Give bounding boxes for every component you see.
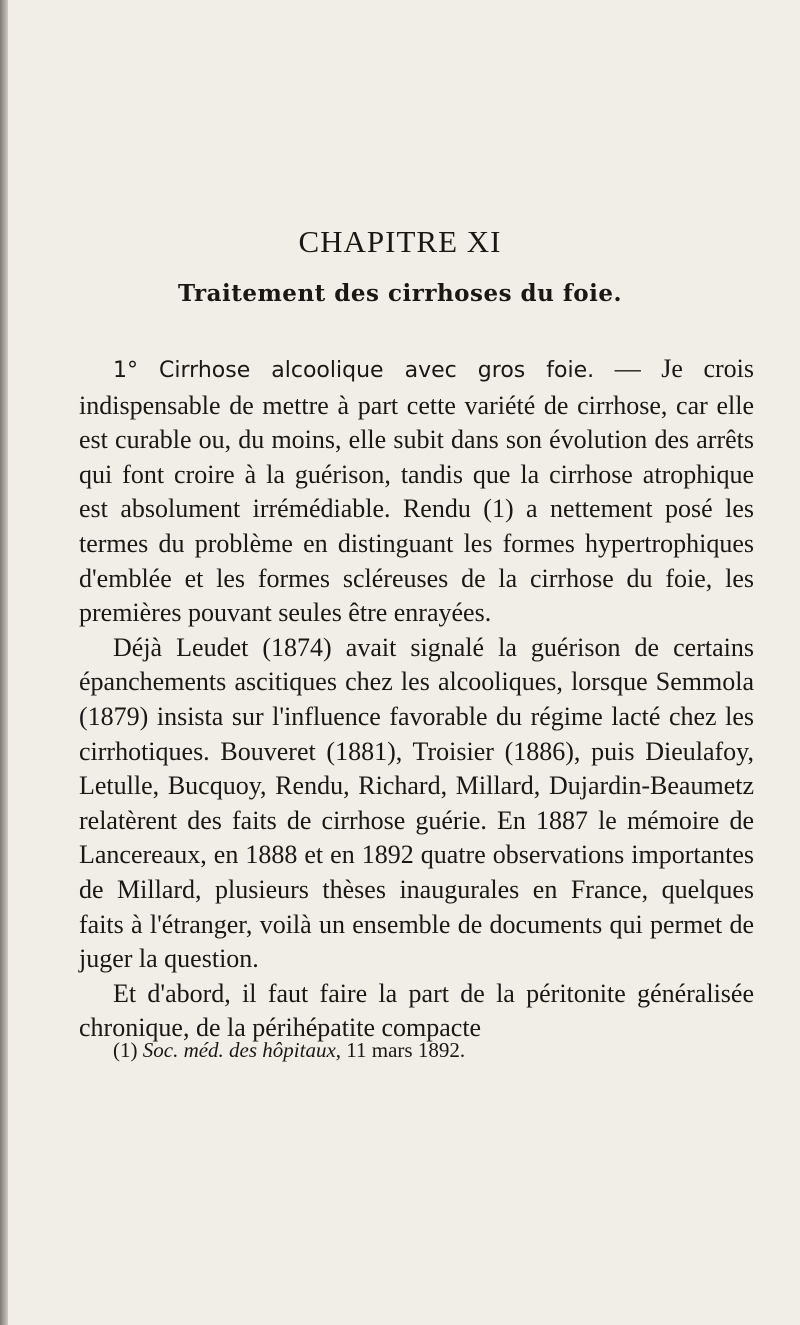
footnote-date: , 11 mars 1892. bbox=[335, 1038, 466, 1062]
paragraph-3: Et d'abord, il faut faire la part de la péritonite généralisée chronique, de la périhépatite compacte bbox=[79, 978, 754, 1043]
paragraph-1-lead: 1° Cirrhose alcoolique avec gros foie. bbox=[113, 358, 595, 383]
paragraph-1-text: — Je crois indispensable de mettre à part cette variété de cirrhose, car elle est curable ou, du moins, elle subit dans son évolution des arrêts qui font croire à la guérison, tandis que la cirrhose atrophique est absolument irrémédiable. Rendu (1) a nettement posé les termes du problème en distinguant les formes hypertrophiques d'emblée et les formes scléreuses de la cirrhose du foie, les premières pouvant seules être enrayées. bbox=[79, 354, 755, 628]
chapter-heading: CHAPITRE XI bbox=[298, 224, 502, 259]
paragraph-1 bbox=[79, 352, 754, 631]
book-page bbox=[40, 0, 760, 1325]
paragraph-2: Déjà Leudet (1874) avait signalé la guérison de certains épanchements ascitiques chez les alcooliques, lorsque Semmola (1879) insista sur l'influence favorable du régime lacté chez les cirrhotiques. Bouveret (1881), Troisier (1886), puis Dieulafoy, Letulle, Bucquoy, Rendu, Richard, Millard, Dujardin-Beaumetz relatèrent des faits de cirrhose guérie. En 1887 le mémoire de Lancereaux, en 1888 et en 1892 quatre observations importantes de Millard, plusieurs thèses inaugurales en France, quelques faits à l'étranger, voilà un ensemble de documents qui permet de juger la question. bbox=[79, 632, 754, 974]
footnote-marker: (1) bbox=[113, 1038, 143, 1062]
footnote-source: Soc. méd. des hôpitaux bbox=[142, 1038, 336, 1062]
page-edge bbox=[0, 0, 8, 1325]
footnote bbox=[113, 1038, 753, 1063]
chapter-subtitle: Traitement des cirrhoses du foie. bbox=[178, 280, 622, 307]
body-text bbox=[79, 352, 754, 1046]
